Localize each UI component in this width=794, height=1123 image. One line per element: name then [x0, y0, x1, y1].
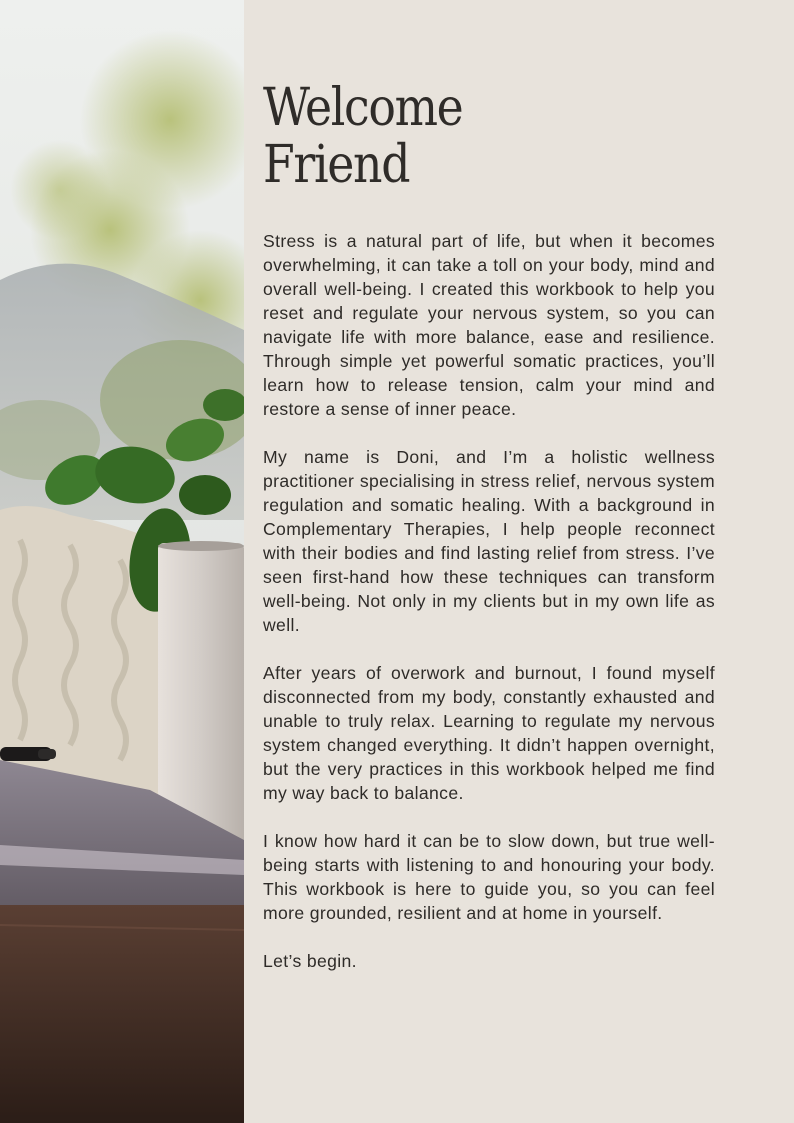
paragraph: I know how hard it can be to slow down, but true well-being starts with listening to and honouring your body. This workbook is here to guide you, so you can feel more grounded, resilient and at home in yourself. — [263, 831, 715, 923]
closing-line: Let’s begin. — [263, 951, 357, 971]
paragraph: My name is Doni, and I’m a holistic wellness practitioner specialising in stress relief, nervous system regulation and somatic healing. With a background in Complementary Therapies, I help people reconnect with their bodies and find lasting relief from stress. I’ve seen first-hand how these techniques can transform well-being. Not only in my clients but in my own life as well. — [263, 447, 715, 635]
page-title — [263, 80, 462, 194]
paragraph: After years of overwork and burnout, I found myself disconnected from my body, constantly exhausted and unable to truly relax. Learning to regulate my nervous system changed everything. It didn’t happen overnight, but the very practices in this workbook helped me find my way back to balance. — [263, 663, 715, 803]
paragraph: Stress is a natural part of life, but when it becomes overwhelming, it can take a toll on your body, mind and overall well-being. I created this workbook to help you reset and regulate your nervous system, so you can navigate life with more balance, ease and resilience. Through simple yet powerful somatic practices, you’ll learn how to release tension, calm your mind and restore a sense of inner peace. — [263, 231, 715, 419]
content-panel — [244, 0, 794, 1123]
body-text — [263, 229, 715, 997]
title-line-1: Welcome — [263, 78, 463, 138]
lifestyle-photo — [0, 0, 244, 1123]
title-line-2: Friend — [263, 135, 410, 195]
